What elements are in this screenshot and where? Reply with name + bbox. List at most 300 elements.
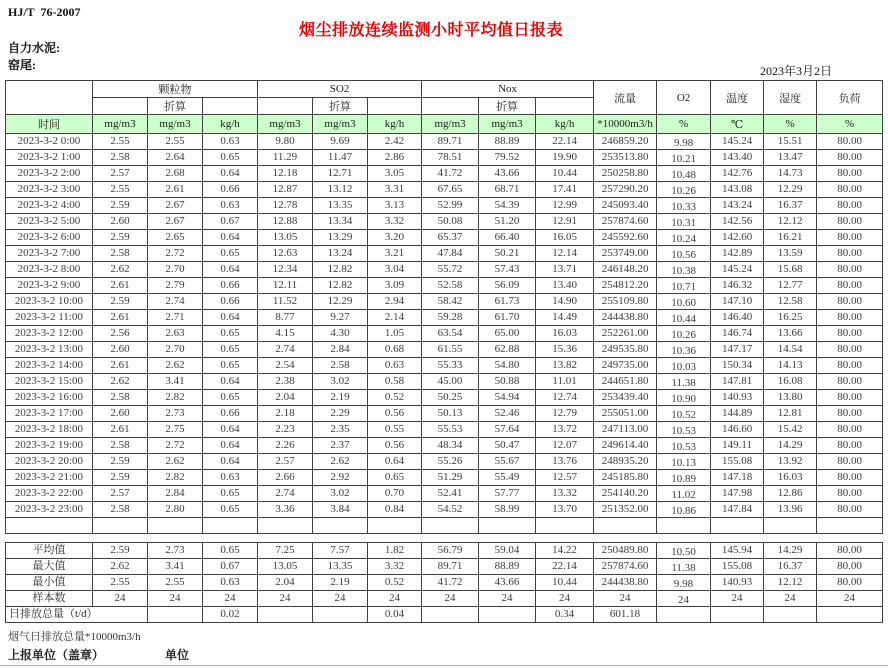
value-cell: 80.00: [817, 390, 883, 406]
summary-value-cell: 3.32: [368, 559, 422, 575]
summary-value-cell: 2.55: [148, 575, 203, 591]
summary-value-cell: 24: [479, 591, 536, 607]
value-cell: 0.56: [368, 406, 422, 422]
group-o2: O2: [657, 81, 711, 115]
value-cell: 9.69: [313, 134, 368, 150]
value-cell: 61.55: [422, 342, 479, 358]
summary-value-cell: 24: [148, 591, 203, 607]
value-cell: 2.73: [148, 406, 203, 422]
value-cell: 147.84: [711, 502, 764, 518]
value-cell: 0.64: [203, 262, 258, 278]
value-cell: 13.34: [313, 214, 368, 230]
value-cell: 55.67: [479, 454, 536, 470]
time-cell: 2023-3-2 10:00: [6, 294, 93, 310]
value-cell: 0.64: [203, 166, 258, 182]
value-cell: 12.11: [258, 278, 313, 294]
value-cell: 80.00: [817, 406, 883, 422]
summary-value-cell: 10.50: [657, 543, 711, 559]
hour-row: [6, 134, 883, 150]
value-cell: 257290.20: [594, 182, 657, 198]
value-cell: 246859.20: [594, 134, 657, 150]
summary-value-cell: 24: [258, 591, 313, 607]
value-cell: 244438.80: [594, 310, 657, 326]
hour-row: [6, 166, 883, 182]
nox-rate-unit: kg/h: [536, 115, 594, 134]
value-cell: 58.99: [479, 502, 536, 518]
value-cell: 2.70: [148, 262, 203, 278]
value-cell: 12.14: [536, 246, 594, 262]
value-cell: 250258.80: [594, 166, 657, 182]
summary-value-cell: 2.73: [148, 543, 203, 559]
value-cell: 0.65: [203, 486, 258, 502]
summary-row: [6, 575, 883, 591]
value-cell: 249535.80: [594, 342, 657, 358]
value-cell: 2.55: [148, 134, 203, 150]
value-cell: 50.13: [422, 406, 479, 422]
value-cell: 13.92: [764, 454, 817, 470]
value-cell: 10.48: [657, 166, 711, 182]
value-cell: 50.88: [479, 374, 536, 390]
value-cell: 57.43: [479, 262, 536, 278]
value-cell: 142.56: [711, 214, 764, 230]
value-cell: 2.04: [258, 390, 313, 406]
value-cell: 146.40: [711, 310, 764, 326]
time-cell: 2023-3-2 1:00: [6, 150, 93, 166]
value-cell: 249735.00: [594, 358, 657, 374]
value-cell: 0.66: [203, 278, 258, 294]
value-cell: 65.37: [422, 230, 479, 246]
value-cell: 13.29: [313, 230, 368, 246]
value-cell: 80.00: [817, 230, 883, 246]
value-cell: 80.00: [817, 150, 883, 166]
hourly-data-table: [5, 80, 883, 534]
report-date: 2023年3月2日: [760, 64, 833, 78]
summary-value-cell: 14.22: [536, 543, 594, 559]
value-cell: 155.08: [711, 454, 764, 470]
value-cell: 13.35: [313, 198, 368, 214]
summary-value-cell: 244438.80: [594, 575, 657, 591]
summary-value-cell: 13.05: [258, 559, 313, 575]
value-cell: 2.60: [93, 214, 148, 230]
group-temp: 温度: [711, 81, 764, 115]
value-cell: 8.77: [258, 310, 313, 326]
summary-value-cell: 24: [422, 591, 479, 607]
hour-row: [6, 230, 883, 246]
daily-total-value-cell: 0.02: [203, 607, 258, 623]
value-cell: 2.59: [93, 294, 148, 310]
hour-row: [6, 406, 883, 422]
value-cell: 4.15: [258, 326, 313, 342]
hour-row: [6, 310, 883, 326]
value-cell: 12.77: [764, 278, 817, 294]
value-cell: 3.31: [368, 182, 422, 198]
value-cell: 0.66: [203, 182, 258, 198]
value-cell: 142.89: [711, 246, 764, 262]
value-cell: 0.65: [368, 470, 422, 486]
value-cell: 52.46: [479, 406, 536, 422]
value-cell: 62.88: [479, 342, 536, 358]
value-cell: 3.09: [368, 278, 422, 294]
summary-value-cell: 24: [536, 591, 594, 607]
value-cell: 11.02: [657, 486, 711, 502]
summary-value-cell: 80.00: [817, 575, 883, 591]
value-cell: 12.18: [258, 166, 313, 182]
load-unit: %: [817, 115, 883, 134]
nox-converted-label: 折算: [479, 98, 536, 115]
value-cell: 50.21: [479, 246, 536, 262]
time-cell: 2023-3-2 22:00: [6, 486, 93, 502]
value-cell: 2.57: [258, 454, 313, 470]
value-cell: 3.13: [368, 198, 422, 214]
value-cell: 80.00: [817, 134, 883, 150]
value-cell: 80.00: [817, 166, 883, 182]
value-cell: 2.61: [93, 422, 148, 438]
daily-total-label-cell: 日排放总量（t/d）: [6, 607, 148, 623]
summary-label-cell: 最大值: [6, 559, 93, 575]
value-cell: 63.54: [422, 326, 479, 342]
summary-value-cell: 145.94: [711, 543, 764, 559]
value-cell: 2.58: [93, 438, 148, 454]
time-header: 时间: [6, 115, 93, 134]
blank-cell: [711, 518, 764, 534]
blank-cell: [536, 518, 594, 534]
value-cell: 2.58: [93, 390, 148, 406]
value-cell: 15.51: [764, 134, 817, 150]
value-cell: 147.10: [711, 294, 764, 310]
blank-cell: [764, 518, 817, 534]
value-cell: 10.24: [657, 230, 711, 246]
time-col-spacer: [6, 81, 93, 115]
blank-cell: [203, 518, 258, 534]
value-cell: 10.53: [657, 438, 711, 454]
value-cell: 245185.80: [594, 470, 657, 486]
value-cell: 13.59: [764, 246, 817, 262]
time-cell: 2023-3-2 20:00: [6, 454, 93, 470]
value-cell: 61.73: [479, 294, 536, 310]
summary-value-cell: 155.08: [711, 559, 764, 575]
value-cell: 10.90: [657, 390, 711, 406]
daily-total-value-cell: [422, 607, 479, 623]
value-cell: 14.13: [764, 358, 817, 374]
value-cell: 2.57: [93, 166, 148, 182]
group-pm: 颗粒物: [93, 81, 258, 98]
hour-row: [6, 326, 883, 342]
summary-value-cell: 2.55: [93, 575, 148, 591]
value-cell: 55.26: [422, 454, 479, 470]
value-cell: 16.37: [764, 198, 817, 214]
value-cell: 143.24: [711, 198, 764, 214]
blank-cell: [817, 518, 883, 534]
value-cell: 2.72: [148, 246, 203, 262]
value-cell: 2.74: [148, 294, 203, 310]
value-cell: 2.65: [148, 230, 203, 246]
daily-total-value-cell: [313, 607, 368, 623]
so2-raw-spacer: [258, 98, 313, 115]
value-cell: 4.30: [313, 326, 368, 342]
value-cell: 19.90: [536, 150, 594, 166]
value-cell: 13.72: [536, 422, 594, 438]
value-cell: 0.65: [203, 390, 258, 406]
value-cell: 58.42: [422, 294, 479, 310]
pm-converted-unit: mg/m3: [148, 115, 203, 134]
summary-value-cell: 2.59: [93, 543, 148, 559]
value-cell: 2.79: [148, 278, 203, 294]
value-cell: 2.23: [258, 422, 313, 438]
time-cell: 2023-3-2 0:00: [6, 134, 93, 150]
value-cell: 12.12: [764, 214, 817, 230]
value-cell: 52.58: [422, 278, 479, 294]
value-cell: 2.59: [93, 454, 148, 470]
value-cell: 80.00: [817, 198, 883, 214]
nox-rate-spacer: [536, 98, 594, 115]
value-cell: 1.05: [368, 326, 422, 342]
value-cell: 147.17: [711, 342, 764, 358]
value-cell: 12.57: [536, 470, 594, 486]
value-cell: 13.71: [536, 262, 594, 278]
time-cell: 2023-3-2 5:00: [6, 214, 93, 230]
value-cell: 3.41: [148, 374, 203, 390]
value-cell: 2.58: [313, 358, 368, 374]
summary-value-cell: 56.79: [422, 543, 479, 559]
value-cell: 247113.00: [594, 422, 657, 438]
summary-value-cell: 2.62: [93, 559, 148, 575]
blank-cell: [93, 518, 148, 534]
value-cell: 47.84: [422, 246, 479, 262]
value-cell: 2.74: [258, 342, 313, 358]
summary-value-cell: 89.71: [422, 559, 479, 575]
hour-row: [6, 198, 883, 214]
value-cell: 14.29: [764, 438, 817, 454]
time-cell: 2023-3-2 14:00: [6, 358, 93, 374]
so2-converted-unit: mg/m3: [313, 115, 368, 134]
value-cell: 17.41: [536, 182, 594, 198]
summary-value-cell: 43.66: [479, 575, 536, 591]
value-cell: 3.36: [258, 502, 313, 518]
hour-row: [6, 502, 883, 518]
value-cell: 11.47: [313, 150, 368, 166]
value-cell: 2.58: [93, 150, 148, 166]
value-cell: 2.75: [148, 422, 203, 438]
value-cell: 10.36: [657, 342, 711, 358]
value-cell: 2.61: [148, 182, 203, 198]
summary-value-cell: 24: [93, 591, 148, 607]
blank-cell: [313, 518, 368, 534]
summary-value-cell: 0.52: [368, 575, 422, 591]
value-cell: 3.84: [313, 502, 368, 518]
value-cell: 0.64: [203, 310, 258, 326]
hour-row: [6, 182, 883, 198]
hour-row: [6, 214, 883, 230]
value-cell: 146.74: [711, 326, 764, 342]
value-cell: 14.49: [536, 310, 594, 326]
value-cell: 2.92: [313, 470, 368, 486]
value-cell: 10.33: [657, 198, 711, 214]
value-cell: 80.00: [817, 182, 883, 198]
value-cell: 80.00: [817, 294, 883, 310]
summary-value-cell: 22.14: [536, 559, 594, 575]
time-cell: 2023-3-2 19:00: [6, 438, 93, 454]
value-cell: 2.57: [93, 486, 148, 502]
summary-label-cell: 样本数: [6, 591, 93, 607]
hour-row: [6, 342, 883, 358]
value-cell: 0.66: [203, 406, 258, 422]
value-cell: 16.03: [536, 326, 594, 342]
value-cell: 248935.20: [594, 454, 657, 470]
summary-value-cell: 14.29: [764, 543, 817, 559]
value-cell: 12.79: [536, 406, 594, 422]
value-cell: 2.68: [148, 166, 203, 182]
hour-row: [6, 150, 883, 166]
value-cell: 12.87: [258, 182, 313, 198]
value-cell: 0.64: [203, 454, 258, 470]
time-cell: 2023-3-2 23:00: [6, 502, 93, 518]
value-cell: 12.99: [536, 198, 594, 214]
value-cell: 2.64: [148, 150, 203, 166]
value-cell: 80.00: [817, 470, 883, 486]
summary-value-cell: 16.37: [764, 559, 817, 575]
value-cell: 80.00: [817, 422, 883, 438]
value-cell: 10.86: [657, 502, 711, 518]
value-cell: 55.33: [422, 358, 479, 374]
hour-row: [6, 294, 883, 310]
value-cell: 0.52: [368, 390, 422, 406]
value-cell: 2.62: [148, 454, 203, 470]
value-cell: 0.67: [203, 214, 258, 230]
time-cell: 2023-3-2 2:00: [6, 166, 93, 182]
value-cell: 2.60: [93, 406, 148, 422]
summary-value-cell: 80.00: [817, 559, 883, 575]
value-cell: 54.80: [479, 358, 536, 374]
value-cell: 2.35: [313, 422, 368, 438]
summary-value-cell: 2.04: [258, 575, 313, 591]
value-cell: 2.59: [93, 198, 148, 214]
blank-cell: [6, 518, 93, 534]
summary-value-cell: 1.82: [368, 543, 422, 559]
value-cell: 67.65: [422, 182, 479, 198]
summary-value-cell: 0.67: [203, 559, 258, 575]
value-cell: 0.65: [203, 358, 258, 374]
value-cell: 2.84: [148, 486, 203, 502]
value-cell: 55.49: [479, 470, 536, 486]
value-cell: 0.84: [368, 502, 422, 518]
value-cell: 10.44: [657, 310, 711, 326]
value-cell: 48.34: [422, 438, 479, 454]
value-cell: 145.24: [711, 134, 764, 150]
so2-rate-unit: kg/h: [368, 115, 422, 134]
summary-value-cell: 59.04: [479, 543, 536, 559]
group-flow: 流量: [594, 81, 657, 115]
value-cell: 12.07: [536, 438, 594, 454]
value-cell: 51.20: [479, 214, 536, 230]
value-cell: 80.00: [817, 326, 883, 342]
value-cell: 80.00: [817, 358, 883, 374]
summary-label-cell: 平均值: [6, 543, 93, 559]
value-cell: 59.28: [422, 310, 479, 326]
group-nox: Nox: [422, 81, 594, 98]
value-cell: 3.32: [368, 214, 422, 230]
value-cell: 254140.20: [594, 486, 657, 502]
value-cell: 10.03: [657, 358, 711, 374]
time-cell: 2023-3-2 16:00: [6, 390, 93, 406]
value-cell: 2.29: [313, 406, 368, 422]
value-cell: 80.00: [817, 438, 883, 454]
value-cell: 14.54: [764, 342, 817, 358]
value-cell: 2.62: [93, 262, 148, 278]
summary-value-cell: 24: [657, 591, 711, 607]
value-cell: 10.53: [657, 422, 711, 438]
time-cell: 2023-3-2 7:00: [6, 246, 93, 262]
value-cell: 0.64: [203, 438, 258, 454]
value-cell: 147.18: [711, 470, 764, 486]
value-cell: 0.70: [368, 486, 422, 502]
summary-value-cell: 24: [313, 591, 368, 607]
blank-cell: [258, 518, 313, 534]
value-cell: 80.00: [817, 502, 883, 518]
blank-cell: [368, 518, 422, 534]
value-cell: 79.52: [479, 150, 536, 166]
summary-row: [6, 559, 883, 575]
value-cell: 16.05: [536, 230, 594, 246]
summary-value-cell: 12.12: [764, 575, 817, 591]
value-cell: 2.56: [93, 326, 148, 342]
group-load: 负荷: [817, 81, 883, 115]
time-cell: 2023-3-2 11:00: [6, 310, 93, 326]
pm-rate-spacer: [203, 98, 258, 115]
value-cell: 2.72: [148, 438, 203, 454]
value-cell: 0.58: [368, 374, 422, 390]
value-cell: 57.77: [479, 486, 536, 502]
value-cell: 13.40: [536, 278, 594, 294]
value-cell: 54.39: [479, 198, 536, 214]
hour-row: [6, 390, 883, 406]
value-cell: 245592.60: [594, 230, 657, 246]
value-cell: 2.38: [258, 374, 313, 390]
value-cell: 2.62: [148, 358, 203, 374]
value-cell: 88.89: [479, 134, 536, 150]
value-cell: 246148.20: [594, 262, 657, 278]
value-cell: 147.98: [711, 486, 764, 502]
summary-value-cell: 24: [764, 591, 817, 607]
value-cell: 80.00: [817, 278, 883, 294]
humidity-unit: %: [764, 115, 817, 134]
value-cell: 0.63: [203, 134, 258, 150]
value-cell: 12.74: [536, 390, 594, 406]
unit-label: 单位: [165, 648, 190, 662]
pm-rate-unit: kg/h: [203, 115, 258, 134]
value-cell: 0.56: [368, 438, 422, 454]
value-cell: 13.05: [258, 230, 313, 246]
value-cell: 12.58: [764, 294, 817, 310]
value-cell: 146.32: [711, 278, 764, 294]
value-cell: 2.80: [148, 502, 203, 518]
time-cell: 2023-3-2 4:00: [6, 198, 93, 214]
time-cell: 2023-3-2 6:00: [6, 230, 93, 246]
so2-conc-unit: mg/m3: [258, 115, 313, 134]
value-cell: 2.54: [258, 358, 313, 374]
daily-total-value-cell: 601.18: [594, 607, 657, 623]
value-cell: 13.24: [313, 246, 368, 262]
value-cell: 2.55: [93, 182, 148, 198]
value-cell: 12.82: [313, 262, 368, 278]
value-cell: 0.65: [203, 502, 258, 518]
value-cell: 57.64: [479, 422, 536, 438]
value-cell: 11.38: [657, 374, 711, 390]
daily-total-value-cell: [817, 607, 883, 623]
value-cell: 13.96: [764, 502, 817, 518]
value-cell: 0.65: [203, 326, 258, 342]
value-cell: 12.63: [258, 246, 313, 262]
value-cell: 10.71: [657, 278, 711, 294]
